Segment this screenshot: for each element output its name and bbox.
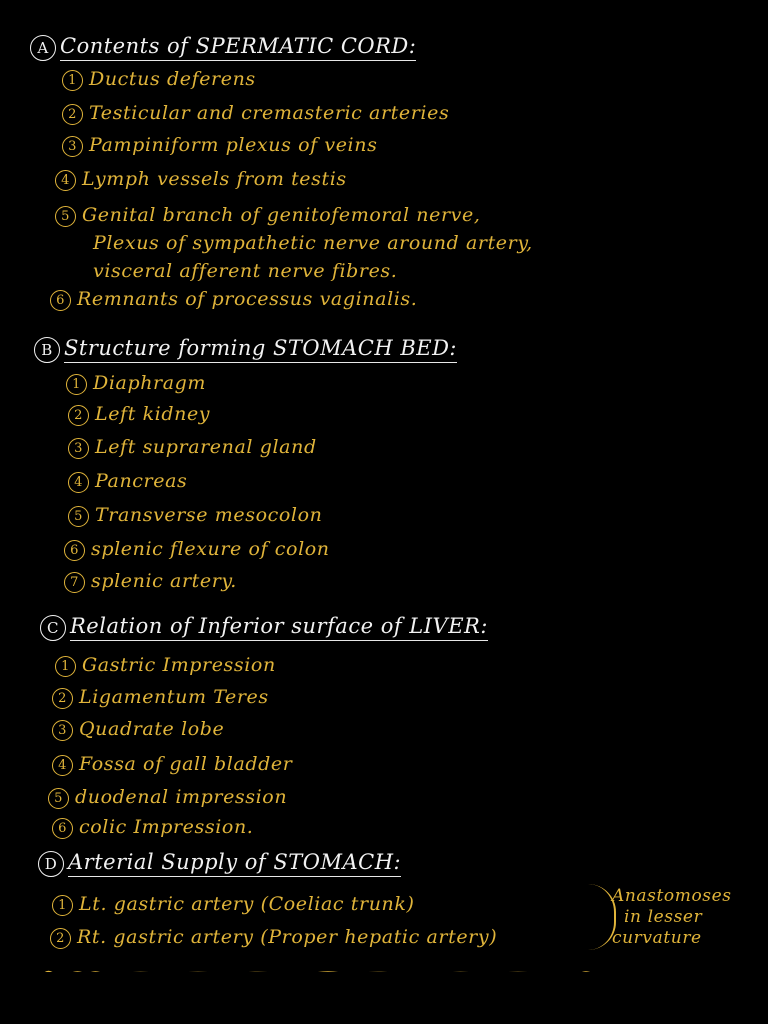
item-text: Rt. gastric artery (Proper hepatic artery) <box>77 926 498 948</box>
item-number: 5 <box>55 206 76 227</box>
item-text: duodenal impression <box>75 786 288 808</box>
section-a-marker: A <box>30 35 56 61</box>
side-note-line: in lesser <box>624 907 703 927</box>
side-note-line: curvature <box>612 928 702 948</box>
item-number: 1 <box>55 656 76 677</box>
item-number: 1 <box>66 374 87 395</box>
item-text: Pampiniform plexus of veins <box>89 134 378 156</box>
section-d-marker: D <box>38 851 64 877</box>
list-item <box>62 68 256 91</box>
item-number: 2 <box>68 405 89 426</box>
list-item <box>55 654 276 677</box>
item-text: Transverse mesocolon <box>95 504 323 526</box>
item-text: Lymph vessels from testis <box>82 168 347 190</box>
item-continuation: visceral afferent nerve fibres. <box>93 260 398 282</box>
item-text: Ligamentum Teres <box>79 686 269 708</box>
item-number: 5 <box>48 788 69 809</box>
item-number: 6 <box>64 540 85 561</box>
cutoff-strokes <box>38 967 598 972</box>
section-b-title <box>34 336 457 363</box>
section-a-title-text: Contents of SPERMATIC CORD: <box>60 34 416 61</box>
list-item <box>55 204 481 227</box>
list-item <box>64 570 237 593</box>
item-text: Lt. gastric artery (Coeliac trunk) <box>79 893 415 915</box>
side-note-line: Anastomoses <box>612 886 732 906</box>
item-text: Diaphragm <box>93 372 207 394</box>
item-number: 1 <box>52 895 73 916</box>
list-item <box>64 538 330 561</box>
item-number: 2 <box>62 104 83 125</box>
section-b-marker: B <box>34 337 60 363</box>
list-item <box>55 168 347 191</box>
list-item <box>50 288 417 311</box>
list-item <box>68 436 317 459</box>
item-text: Left kidney <box>95 403 211 425</box>
item-text: splenic flexure of colon <box>91 538 330 560</box>
list-item <box>68 470 187 493</box>
item-number: 3 <box>62 136 83 157</box>
cutoff-handwriting <box>38 962 598 972</box>
list-item <box>52 816 253 839</box>
item-number: 4 <box>68 472 89 493</box>
item-text: Remnants of processus vaginalis. <box>77 288 418 310</box>
item-number: 3 <box>68 438 89 459</box>
item-text: colic Impression. <box>79 816 254 838</box>
item-number: 2 <box>50 928 71 949</box>
item-continuation: Plexus of sympathetic nerve around artery, <box>93 232 533 254</box>
item-number: 1 <box>62 70 83 91</box>
list-item <box>52 686 269 709</box>
list-item <box>66 372 206 395</box>
item-number: 2 <box>52 688 73 709</box>
section-d-title-text: Arterial Supply of STOMACH: <box>68 850 401 877</box>
item-text: Ductus deferens <box>89 68 256 90</box>
section-b-title-text: Structure forming STOMACH BED: <box>64 336 457 363</box>
list-item <box>62 134 377 157</box>
list-item <box>48 786 287 809</box>
section-c-title <box>40 614 488 641</box>
side-note <box>612 886 732 949</box>
item-text: Testicular and cremasteric arteries <box>89 102 450 124</box>
item-text: Pancreas <box>95 470 188 492</box>
section-c-marker: C <box>40 615 66 641</box>
section-a-title <box>30 34 416 61</box>
list-item <box>52 753 292 776</box>
item-number: 7 <box>64 572 85 593</box>
item-number: 4 <box>55 170 76 191</box>
item-number: 3 <box>52 720 73 741</box>
item-number: 4 <box>52 755 73 776</box>
section-c-title-text: Relation of Inferior surface of LIVER: <box>70 614 488 641</box>
item-text: splenic artery. <box>91 570 237 592</box>
item-text: Fossa of gall bladder <box>79 753 293 775</box>
list-item <box>52 893 415 916</box>
section-d-title <box>38 850 401 877</box>
item-number: 6 <box>52 818 73 839</box>
list-item <box>50 926 497 949</box>
item-text: Left suprarenal gland <box>95 436 317 458</box>
list-item <box>52 718 224 741</box>
list-item <box>62 102 449 125</box>
item-text: Gastric Impression <box>82 654 276 676</box>
item-text: Quadrate lobe <box>79 718 225 740</box>
item-text: Genital branch of genitofemoral nerve, <box>82 204 481 226</box>
item-number: 5 <box>68 506 89 527</box>
list-item <box>68 403 210 426</box>
item-number: 6 <box>50 290 71 311</box>
list-item <box>68 504 322 527</box>
